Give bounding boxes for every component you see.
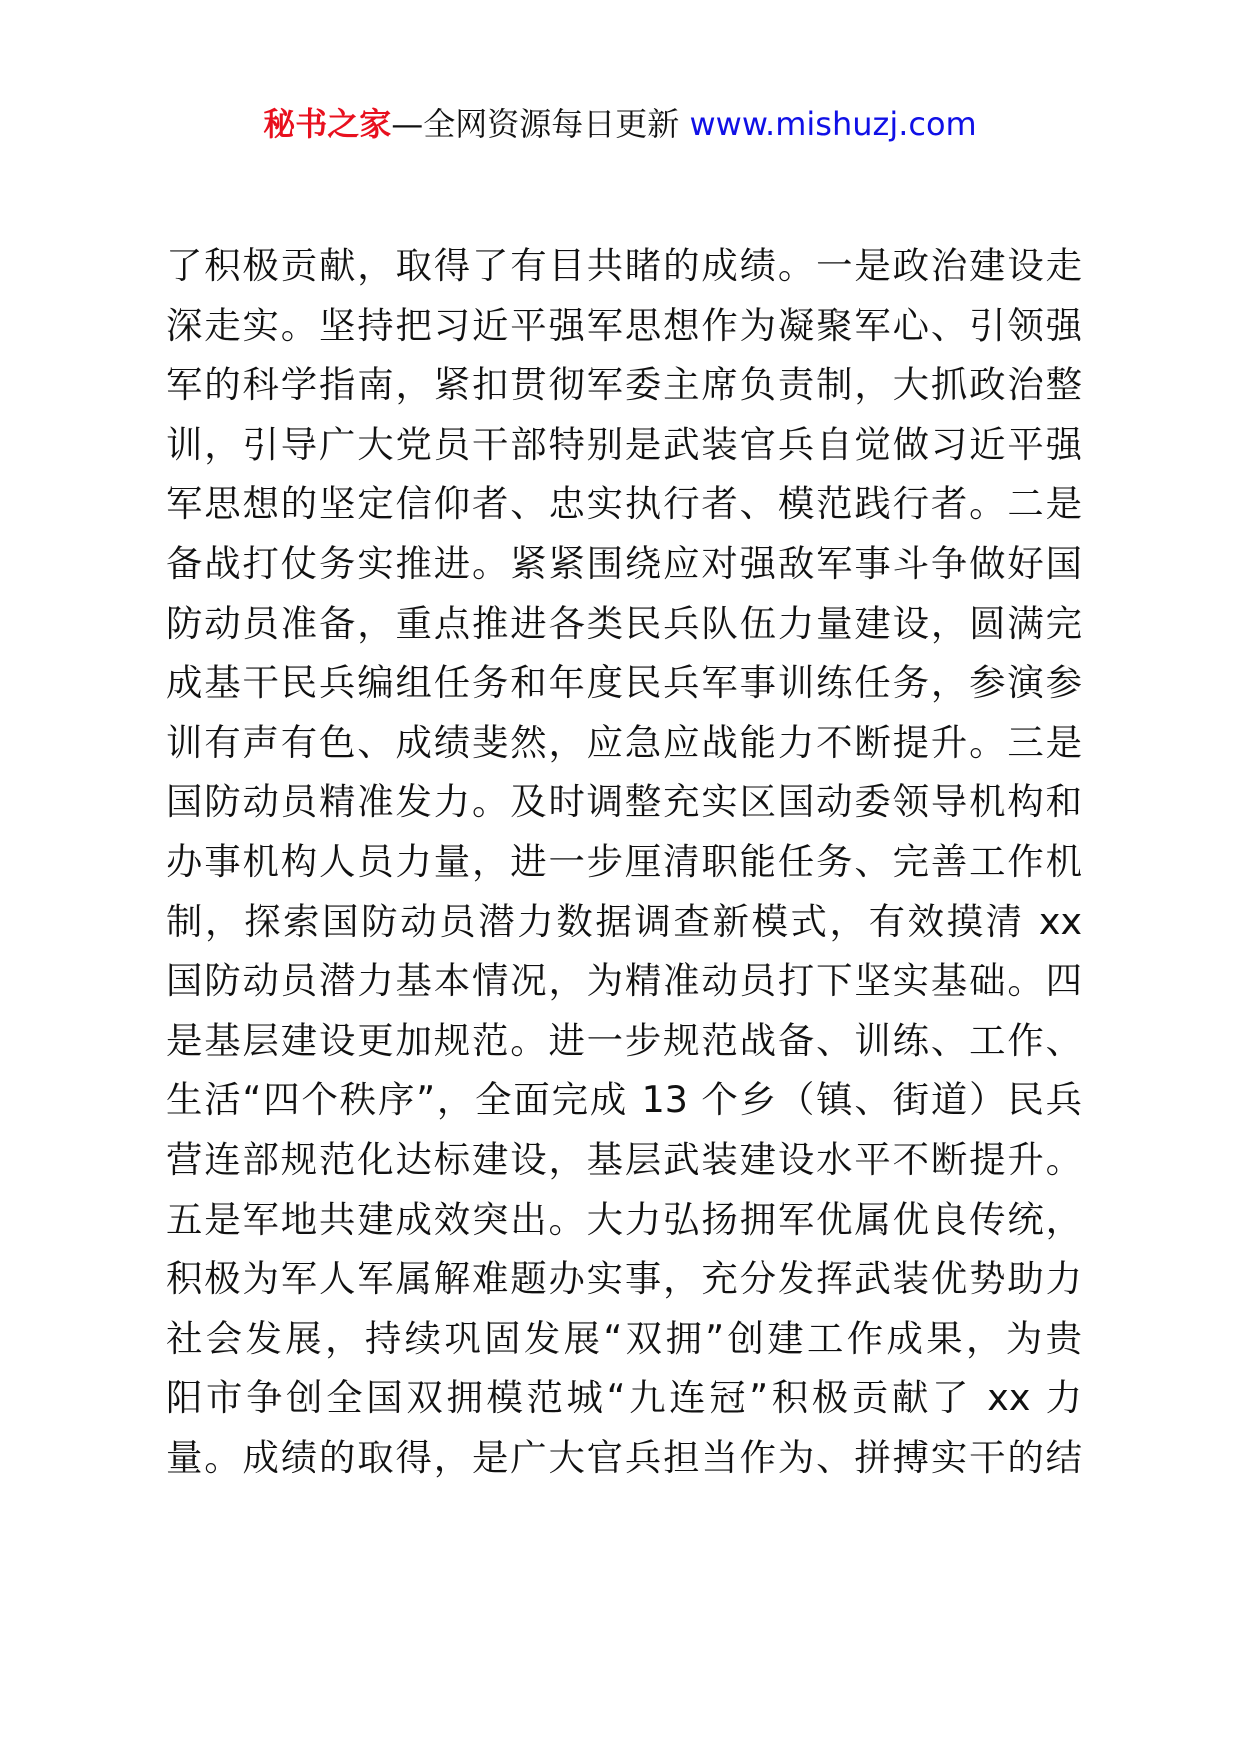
text-line: 训有声有色、成绩斐然，应急应战能力不断提升。三是 bbox=[166, 720, 1082, 764]
site-tagline: —全网资源每日更新 bbox=[391, 105, 680, 143]
text-line: 成基干民兵编组任务和年度民兵军事训练任务，参演参 bbox=[166, 661, 1082, 705]
text-line: 深走实。坚持把习近平强军思想作为凝聚军心、引领强 bbox=[166, 303, 1082, 347]
text-line: 国防动员潜力基本情况，为精准动员打下坚实基础。四 bbox=[166, 959, 1082, 1003]
text-line: 军思想的坚定信仰者、忠实执行者、模范践行者。二是 bbox=[166, 482, 1082, 526]
text-line: 阳市争创全国双拥模范城“九连冠”积极贡献了 xx 力 bbox=[166, 1376, 1082, 1420]
text-line: 是基层建设更加规范。进一步规范战备、训练、工作、 bbox=[166, 1018, 1082, 1062]
text-line: 备战打仗务实推进。紧紧围绕应对强敌军事斗争做好国 bbox=[166, 541, 1082, 585]
text-line: 国防动员精准发力。及时调整充实区国动委领导机构和 bbox=[166, 780, 1082, 824]
text-line: 制，探索国防动员潜力数据调查新模式，有效摸清 xx bbox=[166, 899, 1082, 943]
text-line: 办事机构人员力量，进一步厘清职能任务、完善工作机 bbox=[166, 839, 1082, 883]
text-line: 防动员准备，重点推进各类民兵队伍力量建设，圆满完 bbox=[166, 601, 1082, 645]
text-line: 训，引导广大党员干部特别是武装官兵自觉做习近平强 bbox=[166, 422, 1082, 466]
text-line: 社会发展，持续巩固发展“双拥”创建工作成果，为贵 bbox=[166, 1316, 1082, 1360]
site-url-link[interactable]: www.mishuzj.com bbox=[689, 105, 977, 143]
text-line: 积极为军人军属解难题办实事，充分发挥武装优势助力 bbox=[166, 1257, 1082, 1301]
site-header bbox=[0, 104, 1240, 144]
text-line: 生活“四个秩序”，全面完成 13 个乡（镇、街道）民兵 bbox=[166, 1078, 1082, 1122]
text-line: 营连部规范化达标建设，基层武装建设水平不断提升。 bbox=[166, 1137, 1082, 1181]
body-paragraph bbox=[166, 236, 1082, 1487]
text-line: 了积极贡献，取得了有目共睹的成绩。一是政治建设走 bbox=[166, 244, 1082, 287]
text-line: 五是军地共建成效突出。大力弘扬拥军优属优良传统， bbox=[166, 1197, 1082, 1241]
text-line: 量。成绩的取得，是广大官兵担当作为、拼搏实干的结 bbox=[166, 1435, 1082, 1479]
text-line: 军的科学指南，紧扣贯彻军委主席负责制，大抓政治整 bbox=[166, 363, 1082, 407]
site-brand: 秘书之家 bbox=[263, 105, 392, 143]
